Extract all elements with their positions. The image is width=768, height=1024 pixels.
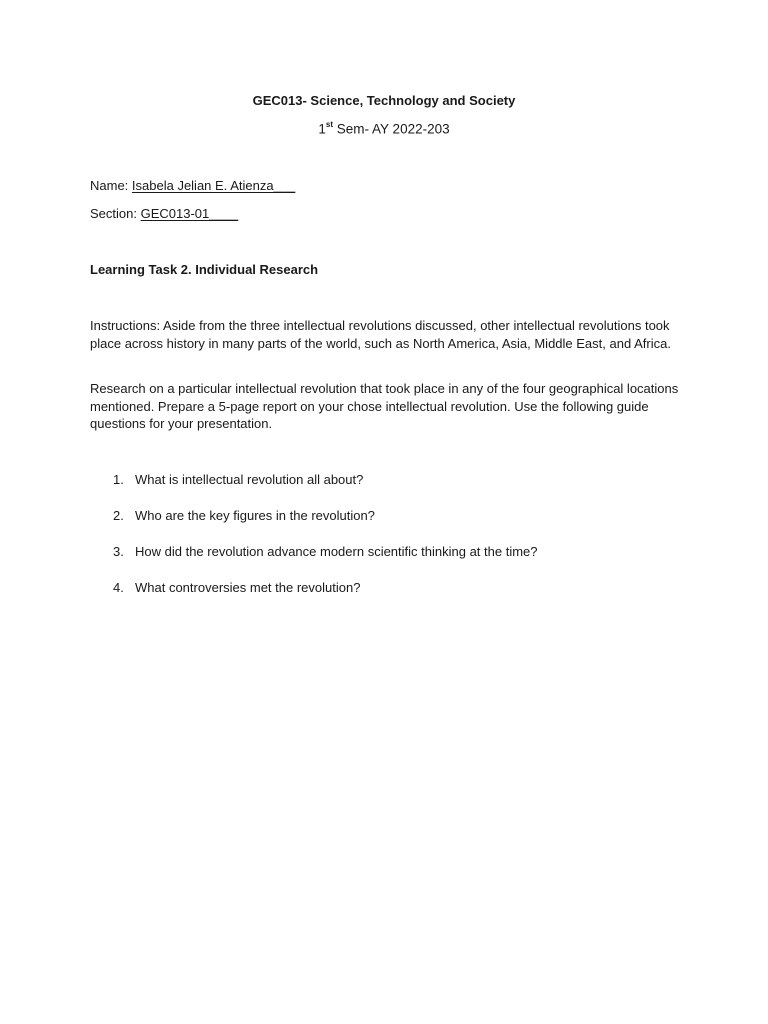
semester-ordinal-suffix: st	[325, 120, 334, 129]
section-value: GEC013-01____	[140, 206, 239, 221]
question-number: 4.	[113, 580, 124, 595]
name-value: Isabela Jelian E. Atienza___	[131, 178, 296, 193]
section-label: Section:	[90, 206, 141, 221]
question-text: What is intellectual revolution all about?	[135, 472, 364, 487]
name-field	[90, 178, 295, 193]
question-number: 3.	[113, 544, 124, 559]
question-text: How did the revolution advance modern scientific thinking at the time?	[135, 544, 538, 559]
task-heading: Learning Task 2. Individual Research	[90, 262, 319, 277]
course-title: GEC013- Science, Technology and Society	[252, 93, 516, 108]
question-number: 1.	[113, 472, 124, 487]
question-text: What controversies met the revolution?	[135, 580, 361, 595]
semester-number: 1	[318, 121, 326, 137]
section-field	[90, 206, 238, 221]
semester-line	[0, 121, 768, 137]
question-number: 2.	[113, 508, 124, 523]
research-paragraph: Research on a particular intellectual revolution that took place in any of the four geographical locations mentioned. Prepare a 5-page report on your chose intellectual revolution. Use the following guide questions for your presentation.	[90, 381, 679, 431]
name-label: Name:	[90, 178, 132, 193]
instructions-paragraph: Instructions: Aside from the three intellectual revolutions discussed, other intellectual revolutions took place across history in many parts of the world, such as North America, Asia, Middle East, and Africa.	[90, 318, 671, 351]
question-text: Who are the key figures in the revolution?	[135, 508, 375, 523]
semester-rest: Sem- AY 2022-203	[333, 121, 450, 137]
